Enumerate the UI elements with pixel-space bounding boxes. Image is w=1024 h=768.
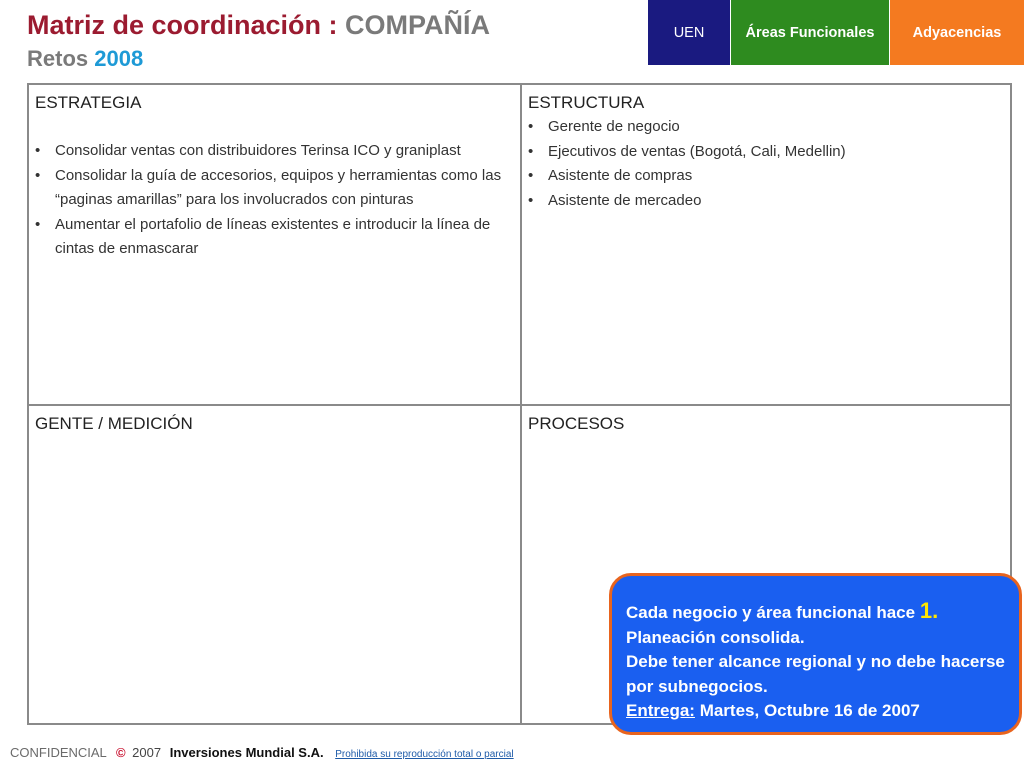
- list-item: • Ejecutivos de ventas (Bogotá, Cali, Medellin): [528, 140, 1006, 165]
- estructura-cell: [522, 85, 1012, 404]
- callout-entrega: [626, 699, 1005, 724]
- tab-adyacencias[interactable]: Adyacencias: [890, 0, 1024, 65]
- callout-line3: Debe tener alcance regional y no debe hacerse por subnegocios.: [626, 652, 1005, 696]
- list-item: • Consolidar ventas con distribuidores Terinsa ICO y graniplast: [35, 139, 514, 164]
- footer-confidential: CONFIDENCIAL: [10, 745, 107, 760]
- estrategia-cell: [29, 85, 520, 404]
- title-company: COMPAÑÍA: [345, 10, 491, 40]
- estrategia-title: ESTRATEGIA: [35, 93, 142, 112]
- list-item: • Aumentar el portafolio de líneas existentes e introducir la línea de cintas de enmascarar: [35, 213, 514, 262]
- entrega-value: Martes, Octubre 16 de 2007: [694, 701, 920, 720]
- procesos-title: PROCESOS: [528, 414, 625, 433]
- entrega-label: Entrega:: [626, 701, 695, 720]
- callout-number: 1.: [919, 598, 939, 623]
- page-subtitle: [27, 46, 143, 72]
- page-title: [27, 10, 490, 41]
- subtitle-label: Retos: [27, 46, 95, 71]
- estructura-title: ESTRUCTURA: [528, 93, 645, 112]
- callout-line1-text: Cada negocio y área funcional hace: [626, 603, 920, 622]
- subtitle-year: 2008: [94, 46, 144, 71]
- estructura-list: [528, 115, 1006, 213]
- callout-line2: Planeación consolida.: [626, 627, 805, 647]
- footer-company: Inversiones Mundial S.A.: [169, 745, 324, 760]
- gente-medicion-cell: [29, 406, 520, 723]
- estrategia-list: [35, 139, 514, 262]
- tab-uen[interactable]: UEN: [648, 0, 730, 65]
- footer: [10, 745, 514, 760]
- list-item: • Consolidar la guía de accesorios, equipos y herramientas como las “paginas amarillas” para los involucrados con pinturas: [35, 164, 514, 213]
- title-main: Matriz de coordinación :: [27, 10, 346, 40]
- footer-prohibited-link[interactable]: Prohibida su reproducción total o parcial: [335, 749, 514, 760]
- callout-line1: [626, 599, 1005, 626]
- footer-year: 2007: [132, 745, 162, 760]
- tab-areas-funcionales[interactable]: Áreas Funcionales: [731, 0, 889, 65]
- list-item: • Asistente de mercadeo: [528, 189, 1006, 214]
- gente-medicion-title: GENTE / MEDICIÓN: [35, 414, 193, 433]
- callout-box: [609, 573, 1022, 735]
- list-item: • Asistente de compras: [528, 164, 1006, 189]
- copyright-icon: ©: [115, 745, 126, 760]
- list-item: • Gerente de negocio: [528, 115, 1006, 140]
